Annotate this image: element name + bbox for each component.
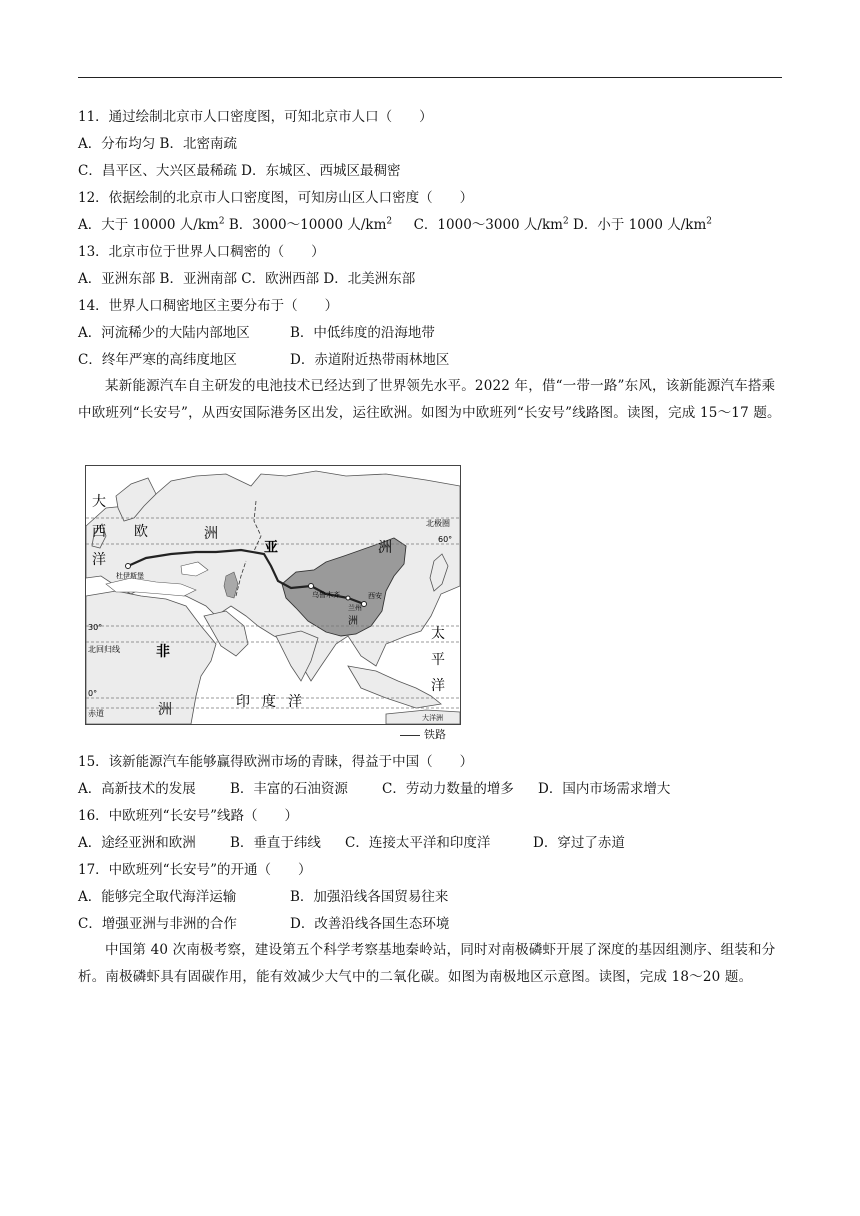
q15-options bbox=[78, 779, 670, 799]
label-ou: 欧 bbox=[134, 524, 148, 540]
label-urumqi: 乌鲁木齐 bbox=[312, 591, 340, 599]
superscript: 2 bbox=[562, 216, 569, 227]
q15-stem: 15．该新能源汽车能够赢得欧洲市场的青睐，得益于中国（ ） bbox=[78, 754, 474, 770]
southeast-asia bbox=[348, 666, 441, 708]
q11-stem: 11．通过绘制北京市人口密度图，可知北京市人口（ ） bbox=[78, 109, 433, 125]
lanzhou-point bbox=[346, 596, 350, 600]
q16-option-d: D．穿过了赤道 bbox=[533, 835, 625, 851]
africa bbox=[86, 591, 216, 724]
q15-option-a: A．高新技术的发展 bbox=[78, 781, 196, 797]
label-du: 度 bbox=[262, 694, 276, 710]
label-da: 大 bbox=[92, 494, 106, 510]
label-zhou4: 洲 bbox=[158, 702, 172, 718]
q15-option-b: B．丰富的石油资源 bbox=[230, 781, 348, 797]
q17-option-a: A．能够完全取代海洋运输 bbox=[78, 889, 237, 905]
superscript: 2 bbox=[706, 216, 713, 227]
q17-options-row2 bbox=[78, 914, 449, 934]
superscript: 2 bbox=[386, 216, 393, 227]
q14-stem: 14．世界人口稠密地区主要分布于（ ） bbox=[78, 298, 339, 314]
q13-stem: 13．北京市位于世界人口稠密的（ ） bbox=[78, 244, 325, 260]
q14-options-row1 bbox=[78, 323, 435, 343]
china-europe-railway-map bbox=[85, 465, 461, 725]
q16-option-a: A．途经亚洲和欧洲 bbox=[78, 835, 196, 851]
label-arctic-circle: 北极圈 bbox=[426, 519, 450, 528]
passage-15-17: 某新能源汽车自主研发的电池技术已经达到了世界领先水平。2022 年，借“一带一路”东风，该新能源汽车搭乘中欧班列“长安号”，从西安国际港务区出发，运往欧洲。如图为中欧班列“长安号”线路图。读图，完成 15～17 题。 bbox=[78, 378, 781, 421]
q12-options bbox=[78, 215, 712, 235]
label-duisburg: 杜伊斯堡 bbox=[116, 572, 144, 580]
q15-option-d: D．国内市场需求增大 bbox=[538, 781, 671, 797]
q17-option-d: D．改善沿线各国生态环境 bbox=[290, 916, 450, 932]
label-yin: 印 bbox=[236, 694, 250, 710]
label-equator: 赤道 bbox=[88, 709, 104, 718]
label-yang3: 洋 bbox=[288, 694, 302, 710]
q14-option-a: A．河流稀少的大陆内部地区 bbox=[78, 325, 250, 341]
q11-options-row2: C．昌平区、大兴区最稀疏 D．东城区、西城区最稠密 bbox=[78, 163, 401, 179]
label-ping: 平 bbox=[431, 652, 445, 668]
label-lat60: 60° bbox=[438, 535, 453, 544]
q16-option-c: C．连接太平洋和印度洋 bbox=[345, 835, 491, 851]
q12-option-a: A．大于 10000 人/km bbox=[78, 217, 219, 233]
q13-options: A．亚洲东部 B．亚洲南部 C．欧洲西部 D．北美洲东部 bbox=[78, 271, 416, 287]
label-zhou3: 洲 bbox=[348, 616, 358, 627]
q17-options-row1 bbox=[78, 887, 448, 907]
q12-option-b: B．3000～10000 人/km bbox=[228, 217, 387, 233]
label-lat0: 0° bbox=[88, 689, 98, 698]
label-yang: 洋 bbox=[92, 552, 106, 568]
label-zhou1: 洲 bbox=[204, 526, 218, 542]
q12-option-d: D．小于 1000 人/km bbox=[573, 217, 707, 233]
q17-option-b: B．加强沿线各国贸易往来 bbox=[290, 889, 449, 905]
label-ya: 亚 bbox=[264, 540, 278, 556]
q16-options bbox=[78, 833, 625, 853]
label-yang2: 洋 bbox=[431, 678, 445, 694]
q12-option-c: C．1000～3000 人/km bbox=[413, 217, 563, 233]
q17-stem: 17．中欧班列“长安号”的开通（ ） bbox=[78, 862, 312, 878]
xian-point bbox=[362, 602, 367, 607]
label-tai: 太 bbox=[431, 626, 445, 642]
passage-18-20: 中国第 40 次南极考察，建设第五个科学考察基地秦岭站，同时对南极磷虾开展了深度的基因组测序、组装和分析。南极磷虾具有固碳作用，能有效减少大气中的二氧化碳。如图为南极地区示意图。读图，完成 18～20 题。 bbox=[78, 942, 776, 985]
q12-stem: 12．依据绘制的北京市人口密度图，可知房山区人口密度（ ） bbox=[78, 190, 474, 206]
q14-option-b: B．中低纬度的沿海地带 bbox=[290, 325, 435, 341]
q16-option-b: B．垂直于纬线 bbox=[230, 835, 321, 851]
map-legend bbox=[400, 726, 446, 742]
label-xian: 西安 bbox=[368, 592, 382, 600]
q14-option-c: C．终年严寒的高纬度地区 bbox=[78, 352, 237, 368]
header-rule bbox=[78, 77, 782, 78]
label-zhou2: 洲 bbox=[378, 540, 392, 556]
label-lat30: 30° bbox=[88, 623, 103, 632]
duisburg-point bbox=[126, 564, 131, 569]
superscript: 2 bbox=[218, 216, 225, 227]
q17-option-c: C．增强亚洲与非洲的合作 bbox=[78, 916, 237, 932]
urumqi-point bbox=[309, 584, 314, 589]
q14-option-d: D．赤道附近热带雨林地区 bbox=[290, 352, 450, 368]
q14-options-row2 bbox=[78, 350, 449, 370]
label-tropic-of-cancer: 北回归线 bbox=[88, 645, 120, 654]
label-lanzhou: 兰州 bbox=[348, 604, 362, 612]
q15-option-c: C．劳动力数量的增多 bbox=[382, 781, 514, 797]
label-fei: 非 bbox=[156, 644, 170, 660]
legend-railway-label: 铁路 bbox=[424, 728, 446, 741]
label-oceania: 大洋洲 bbox=[422, 714, 443, 722]
q11-options-row1: A．分布均匀 B．北密南疏 bbox=[78, 136, 237, 152]
railway-legend-icon bbox=[400, 735, 420, 736]
q16-stem: 16．中欧班列“长安号”线路（ ） bbox=[78, 808, 298, 824]
label-xi: 西 bbox=[92, 524, 106, 540]
